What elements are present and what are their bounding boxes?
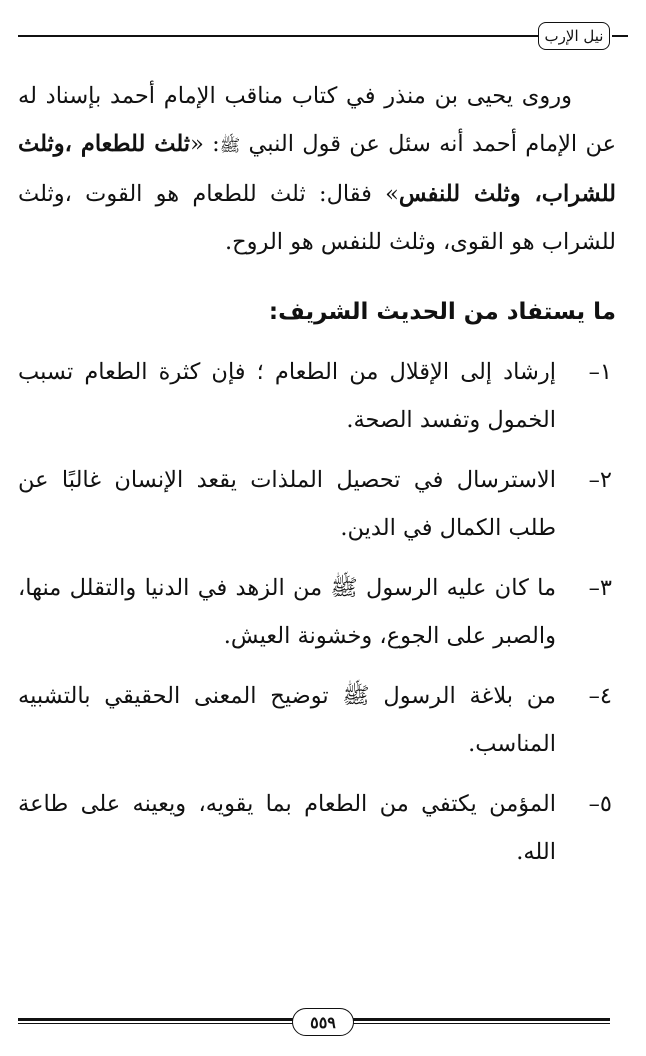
list-item (18, 672, 616, 768)
header-rule-right (612, 35, 628, 37)
running-header (538, 22, 610, 50)
list-item (18, 564, 616, 660)
footer-rule-left-thin (18, 1023, 294, 1024)
list-item (18, 780, 616, 876)
page-number: ٥٥٩ (310, 1012, 336, 1032)
list-item-number: ٢– (588, 467, 612, 493)
salla-glyph: ﷺ (219, 136, 241, 156)
list-item-number: ١– (588, 359, 612, 385)
intro-paragraph (18, 72, 616, 266)
header-rule (18, 35, 538, 37)
list-item-text: إرشاد إلى الإقلال من الطعام ؛ فإن كثرة الطعام تسبب الخمول وتفسد الصحة. (18, 359, 556, 433)
list-item-text: من بلاغة الرسول ﷺ توضيح المعنى الحقيقي بالتشبيه المناسب. (18, 683, 556, 757)
footer-rule-right-thin (352, 1023, 610, 1024)
intro-text-1: وروى يحيى بن منذر في كتاب مناقب الإمام أحمد بإسناد له عن الإمام أحمد أنه سئل عن قول النبي (18, 83, 616, 157)
list-item-number: ٥– (588, 791, 612, 817)
hadith-quote: ثلث للطعام ،وثلث للشراب، وثلث للنفس (18, 131, 616, 207)
intro-text-2: : « (190, 131, 220, 157)
running-header-title: نيل الإرب (544, 27, 604, 45)
intro-text-3: » فقال: ثلث للطعام هو القوت ،وثلث للشراب هو القوى، وثلث للنفس هو الروح. (18, 181, 616, 255)
page-number-badge (292, 1008, 354, 1036)
list-item-text: الاسترسال في تحصيل الملذات يقعد الإنسان غالبًا عن طلب الكمال في الدين. (18, 467, 556, 541)
list-item-text: ما كان عليه الرسول ﷺ من الزهد في الدنيا والتقلل منها، والصبر على الجوع، وخشونة العيش. (18, 575, 556, 649)
page-body (18, 72, 616, 888)
list-item-text: المؤمن يكتفي من الطعام بما يقويه، ويعينه على طاعة الله. (18, 791, 556, 865)
list-item-number: ٤– (588, 683, 612, 709)
footer-rule-right (352, 1018, 610, 1021)
list-item-number: ٣– (588, 575, 612, 601)
list-item (18, 348, 616, 444)
section-heading: ما يستفاد من الحديث الشريف: (268, 299, 616, 325)
footer-rule-left (18, 1018, 294, 1021)
benefits-list (18, 348, 616, 876)
list-item (18, 456, 616, 552)
